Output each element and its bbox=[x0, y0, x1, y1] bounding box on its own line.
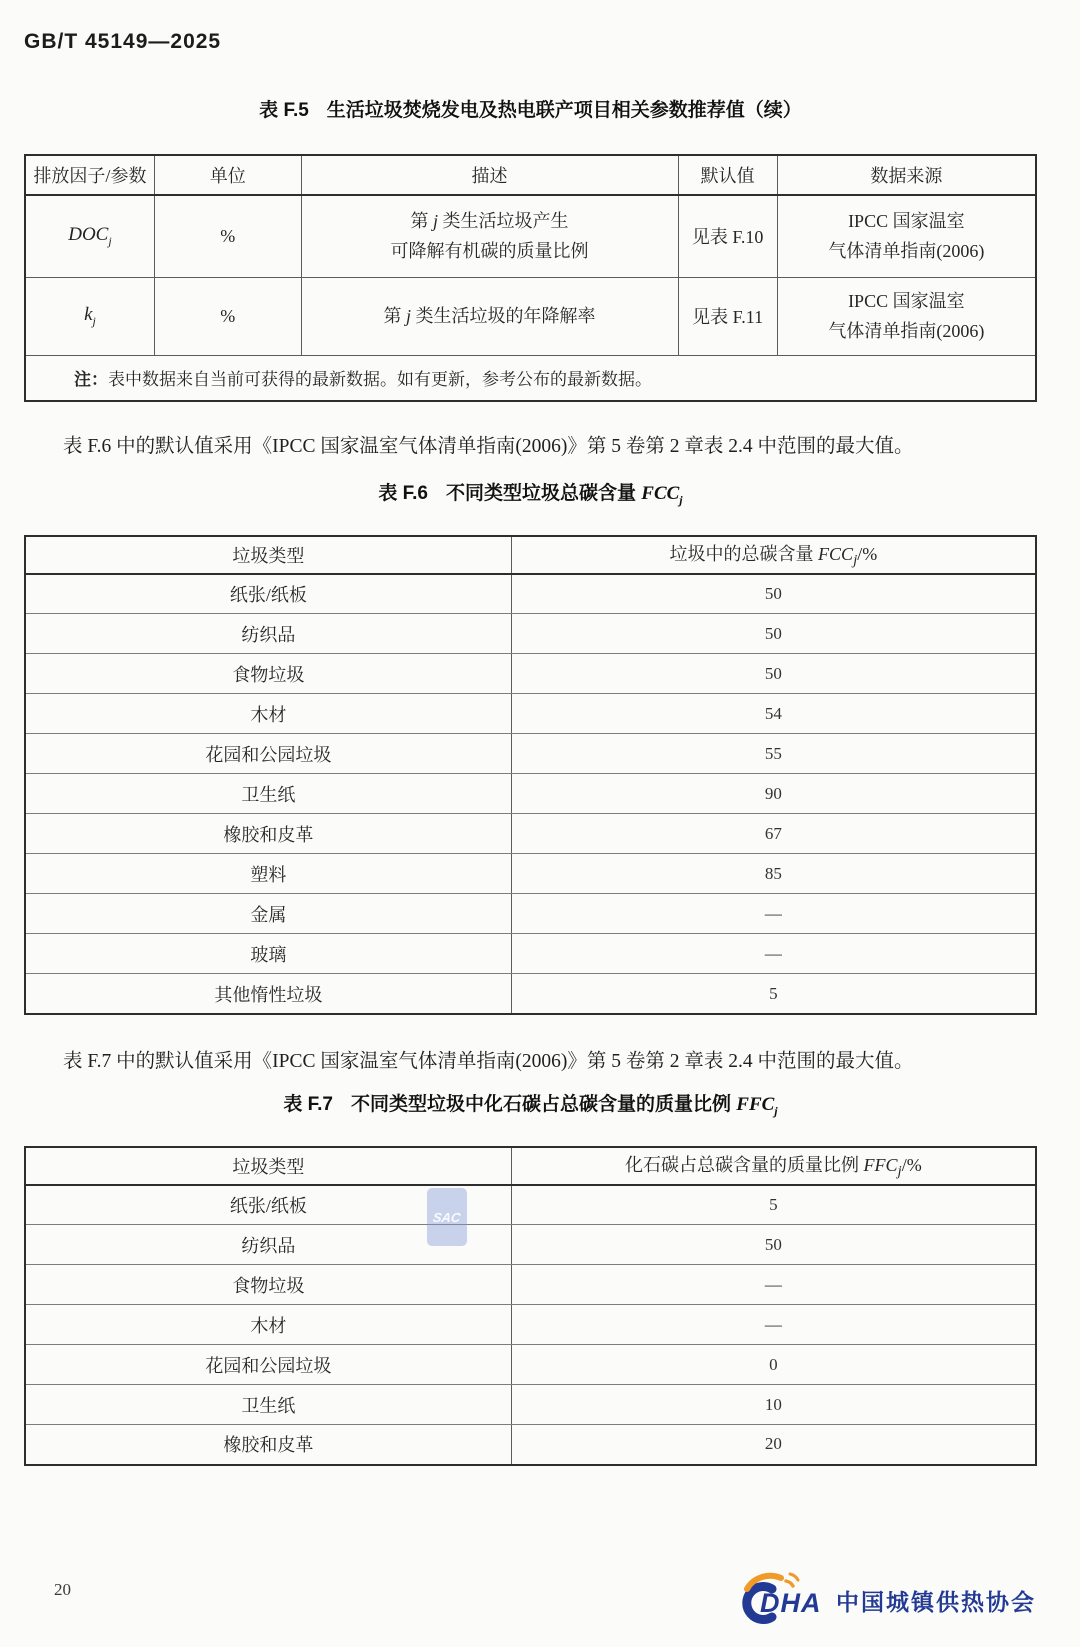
col-header-description: 描述 bbox=[301, 155, 678, 195]
table-f5 bbox=[24, 154, 1037, 402]
doc-variable: $DOC_j$ bbox=[68, 223, 112, 248]
value-cell: 0 bbox=[511, 1345, 1036, 1385]
table-f6 bbox=[24, 535, 1037, 1015]
waste-type-cell: 食物垃圾 bbox=[25, 1265, 511, 1305]
note-cell bbox=[25, 355, 1036, 401]
table-f6-caption-label: 表 F.6 bbox=[378, 483, 428, 504]
table-f5-caption-label: 表 F.5 bbox=[259, 100, 309, 121]
default-value-cell: 见表 F.11 bbox=[678, 277, 777, 355]
value-cell: 67 bbox=[511, 814, 1036, 854]
table-f6-caption-title: 不同类型垃圾总碳含量 bbox=[445, 483, 642, 504]
waste-type-cell: 橡胶和皮革 bbox=[25, 814, 511, 854]
ffc-variable: $FFC_j$ bbox=[736, 1093, 778, 1118]
col-header-default: 默认值 bbox=[678, 155, 777, 195]
col-header-waste-type: 垃圾类型 bbox=[25, 536, 511, 574]
col-header-fcc: 垃圾中的总碳含量 $FCC_j/\%$ bbox=[511, 536, 1036, 574]
unit-cell: % bbox=[154, 195, 301, 277]
note-text: 表中数据来自当前可获得的最新数据。如有更新，参考公布的最新数据。 bbox=[108, 370, 652, 390]
unit-cell: % bbox=[154, 277, 301, 355]
table-row bbox=[25, 614, 1036, 654]
dha-logo-text: DHA bbox=[760, 1588, 822, 1618]
footer-logo bbox=[734, 1572, 1036, 1628]
table-f6-caption bbox=[24, 481, 1037, 513]
fcc-variable: $FCC_j$ bbox=[818, 544, 858, 569]
table-row bbox=[25, 1385, 1036, 1425]
waste-type-cell: 花园和公园垃圾 bbox=[25, 734, 511, 774]
table-f5-caption-title: 生活垃圾焚烧发电及热电联产项目相关参数推荐值（续） bbox=[326, 100, 802, 121]
waste-type-cell: 金属 bbox=[25, 894, 511, 934]
value-cell: 5 bbox=[511, 1185, 1036, 1225]
value-cell: 50 bbox=[511, 654, 1036, 694]
k-variable: $k_j$ bbox=[84, 303, 96, 328]
table-f7-caption bbox=[24, 1092, 1037, 1124]
page-number: 20 bbox=[54, 1580, 71, 1599]
col-header-waste-type: 垃圾类型 bbox=[25, 1147, 511, 1185]
description-cell: 第 j 类生活垃圾的年降解率 bbox=[301, 277, 678, 355]
value-cell: 54 bbox=[511, 694, 1036, 734]
waste-type-cell: 纺织品 bbox=[25, 614, 511, 654]
waste-type-cell: 卫生纸 bbox=[25, 774, 511, 814]
waste-type-cell: 木材 bbox=[25, 694, 511, 734]
table-row bbox=[25, 1265, 1036, 1305]
value-cell: 55 bbox=[511, 734, 1036, 774]
dha-logo-icon bbox=[734, 1572, 830, 1628]
ffc-variable: $FFC_j$ bbox=[863, 1154, 902, 1180]
param-cell bbox=[25, 277, 154, 355]
table-row bbox=[25, 974, 1036, 1014]
waste-type-cell: 花园和公园垃圾 bbox=[25, 1345, 511, 1385]
footer-logo-name: 中国城镇供热协会 bbox=[836, 1588, 1036, 1615]
sac-watermark-text: SAC bbox=[432, 1209, 462, 1225]
value-cell: — bbox=[511, 894, 1036, 934]
table-row bbox=[25, 894, 1036, 934]
table-f5-header-row bbox=[25, 155, 1036, 195]
table-f7 bbox=[24, 1146, 1037, 1466]
table-f7-header-row bbox=[25, 1147, 1036, 1185]
value-cell: 10 bbox=[511, 1385, 1036, 1425]
data-source-cell: IPCC 国家温室 气体清单指南(2006) bbox=[777, 277, 1036, 355]
table-row bbox=[25, 734, 1036, 774]
data-source-cell: IPCC 国家温室 气体清单指南(2006) bbox=[777, 195, 1036, 277]
table-row bbox=[25, 574, 1036, 614]
waste-type-cell: 食物垃圾 bbox=[25, 654, 511, 694]
table-row bbox=[25, 934, 1036, 974]
value-cell: — bbox=[511, 1265, 1036, 1305]
value-cell: 50 bbox=[511, 614, 1036, 654]
table-row bbox=[25, 814, 1036, 854]
description-cell: 第 j 类生活垃圾产生 可降解有机碳的质量比例 bbox=[301, 195, 678, 277]
waste-type-cell: 纺织品 bbox=[25, 1225, 511, 1265]
value-cell: — bbox=[511, 934, 1036, 974]
waste-type-cell: 纸张/纸板 bbox=[25, 574, 511, 614]
waste-type-cell: 玻璃 bbox=[25, 934, 511, 974]
table-row bbox=[25, 854, 1036, 894]
value-cell: 50 bbox=[511, 574, 1036, 614]
col-header-source: 数据来源 bbox=[777, 155, 1036, 195]
table-f7-caption-title: 不同类型垃圾中化石碳占总碳含量的质量比例 bbox=[350, 1093, 737, 1115]
table-row bbox=[25, 774, 1036, 814]
default-value-cell: 见表 F.10 bbox=[678, 195, 777, 277]
table-note-row bbox=[25, 355, 1036, 401]
value-cell: 5 bbox=[511, 974, 1036, 1014]
table-row bbox=[25, 1225, 1036, 1265]
col-header-ffc: 化石碳占总碳含量的质量比例 $FFC_j/\%$ bbox=[511, 1147, 1036, 1185]
value-cell: 50 bbox=[511, 1225, 1036, 1265]
waste-type-cell: 纸张/纸板 bbox=[25, 1185, 511, 1225]
waste-type-cell: 卫生纸 bbox=[25, 1385, 511, 1425]
paragraph-f7-intro: 表 F.7 中的默认值采用《IPCC 国家温室气体清单指南(2006)》第 5 卷第 2 章表 2.4 中范围的最大值。 bbox=[63, 1050, 914, 1072]
col-header-unit: 单位 bbox=[154, 155, 301, 195]
table-row bbox=[25, 277, 1036, 355]
value-cell: — bbox=[511, 1305, 1036, 1345]
waste-type-cell: 橡胶和皮革 bbox=[25, 1425, 511, 1465]
table-row bbox=[25, 195, 1036, 277]
table-row bbox=[25, 1305, 1036, 1345]
table-f6-header-row bbox=[25, 536, 1036, 574]
table-row bbox=[25, 1185, 1036, 1225]
col-header-param: 排放因子/参数 bbox=[25, 155, 154, 195]
waste-type-cell: 其他惰性垃圾 bbox=[25, 974, 511, 1014]
document-page bbox=[24, 0, 1037, 1466]
param-cell bbox=[25, 195, 154, 277]
table-row bbox=[25, 1425, 1036, 1465]
note-label: 注： bbox=[74, 370, 108, 390]
standard-number: GB/T 45149—2025 bbox=[24, 30, 222, 53]
fcc-variable: $FCC_j$ bbox=[641, 483, 683, 507]
table-f7-caption-label: 表 F.7 bbox=[283, 1093, 333, 1115]
table-row bbox=[25, 694, 1036, 734]
table-row bbox=[25, 654, 1036, 694]
table-row bbox=[25, 1345, 1036, 1385]
waste-type-cell: 塑料 bbox=[25, 854, 511, 894]
paragraph-f6-intro: 表 F.6 中的默认值采用《IPCC 国家温室气体清单指南(2006)》第 5 卷第 2 章表 2.4 中范围的最大值。 bbox=[63, 436, 914, 457]
value-cell: 20 bbox=[511, 1425, 1036, 1465]
waste-type-cell: 木材 bbox=[25, 1305, 511, 1345]
value-cell: 90 bbox=[511, 774, 1036, 814]
value-cell: 85 bbox=[511, 854, 1036, 894]
table-f5-caption bbox=[24, 98, 1037, 124]
